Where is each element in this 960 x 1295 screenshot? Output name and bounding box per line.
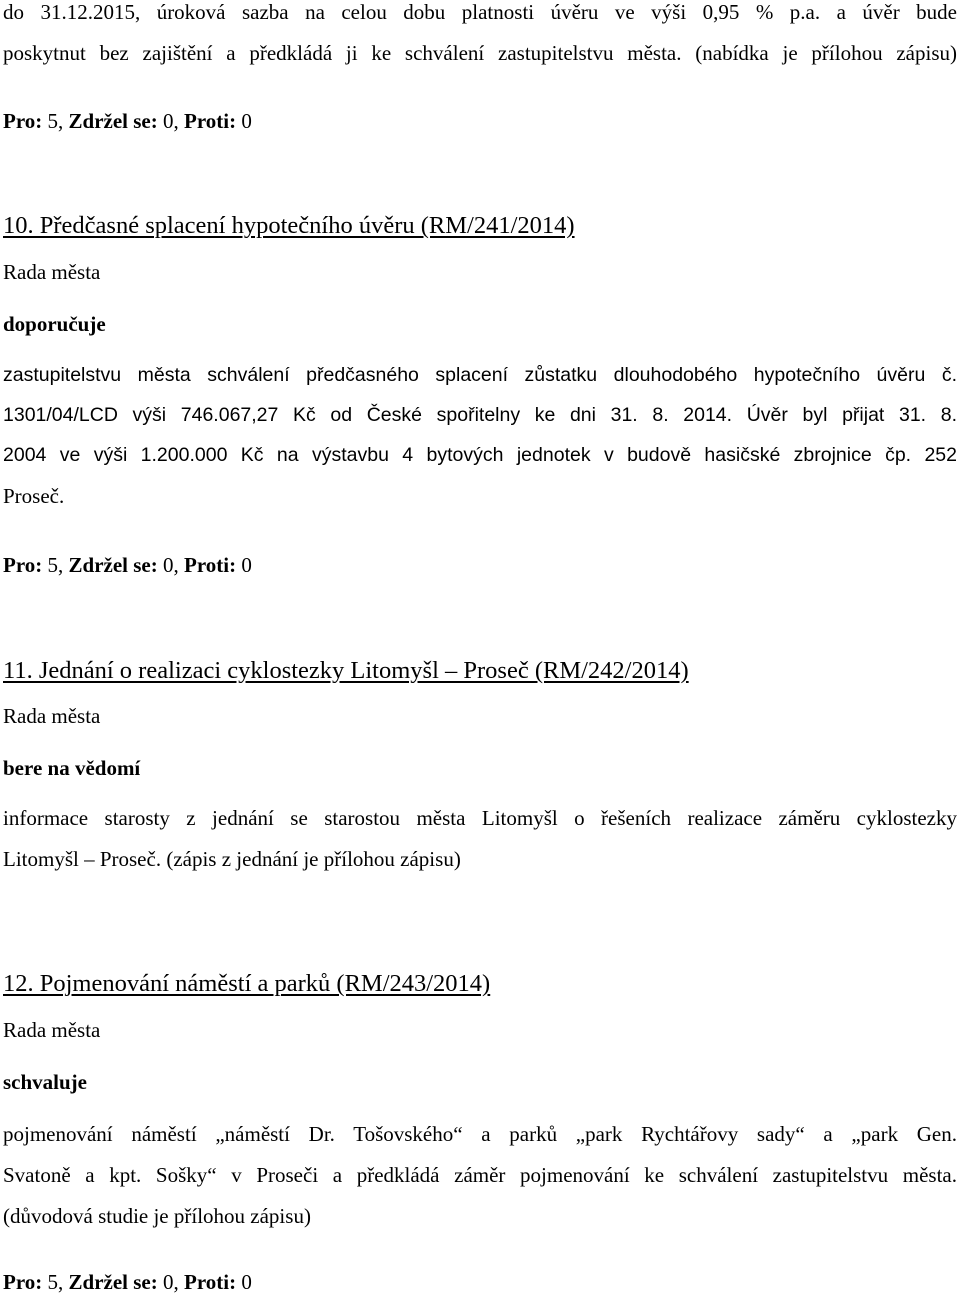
item-text-line: Svatoně a kpt. Sošky“ v Proseči a předkládá záměr pojmenování ke schválení zastupitelstvu města. [3,1163,957,1187]
item-text-line: 2004 ve výši 1.200.000 Kč na výstavbu 4 bytových jednotek v budově hasičské zbrojnice čp. 252 [3,444,957,466]
item-body-label: Rada města [3,704,101,728]
vote-proti-value: 0 [241,553,252,577]
vote-zdrzel-value: 0, [163,553,179,577]
vote-proti-label: Proti: [184,1270,237,1294]
intro-line-1: do 31.12.2015, úroková sazba na celou dobu platnosti úvěru ve výši 0,95 % p.a. a úvěr bude [3,0,957,24]
item-text-line: informace starosty z jednání se starostou města Litomyšl o řešeních realizace záměru cyklostezky [3,806,957,830]
vote-result [3,1272,252,1293]
item-verb: bere na vědomí [3,756,141,780]
item-verb: schvaluje [3,1070,87,1094]
item-text-line: Litomyšl – Proseč. (zápis z jednání je přílohou zápisu) [3,847,461,871]
vote-zdrzel-label: Zdržel se: [68,553,158,577]
vote-result [3,111,252,132]
vote-proti-value: 0 [241,109,252,133]
item-text-line: zastupitelstvu města schválení předčasného splacení zůstatku dlouhodobého hypotečního úvěru č. [3,364,957,386]
item-body-label: Rada města [3,260,101,284]
item-text-line: Proseč. [3,484,65,508]
vote-proti-value: 0 [241,1270,252,1294]
item-heading: 12. Pojmenování náměstí a parků (RM/243/2014) [3,970,491,997]
item-text-line: (důvodová studie je přílohou zápisu) [3,1204,311,1228]
vote-zdrzel-label: Zdržel se: [68,109,158,133]
vote-zdrzel-label: Zdržel se: [68,1270,158,1294]
item-heading: 10. Předčasné splacení hypotečního úvěru (RM/241/2014) [3,212,575,239]
vote-pro-value: 5, [47,109,64,133]
vote-zdrzel-value: 0, [163,1270,179,1294]
vote-zdrzel-value: 0, [163,109,179,133]
vote-pro-label: Pro: [3,553,43,577]
item-text-line: pojmenování náměstí „náměstí Dr. Tošovského“ a parků „park Rychtářovy sady“ a „park Gen. [3,1122,957,1146]
vote-pro-value: 5, [47,1270,64,1294]
vote-pro-label: Pro: [3,109,43,133]
vote-proti-label: Proti: [184,109,237,133]
vote-proti-label: Proti: [184,553,237,577]
item-heading: 11. Jednání o realizaci cyklostezky Litomyšl – Proseč (RM/242/2014) [3,657,689,684]
vote-pro-value: 5, [47,553,64,577]
item-verb: doporučuje [3,312,106,336]
item-body-label: Rada města [3,1018,101,1042]
vote-result [3,555,252,576]
vote-pro-label: Pro: [3,1270,43,1294]
item-text-line: 1301/04/LCD výši 746.067,27 Kč od České spořitelny ke dni 31. 8. 2014. Úvěr byl přijat 31. 8. [3,404,957,426]
intro-line-2: poskytnut bez zajištění a předkládá ji ke schválení zastupitelstvu města. (nabídka je přílohou zápisu) [3,41,957,65]
